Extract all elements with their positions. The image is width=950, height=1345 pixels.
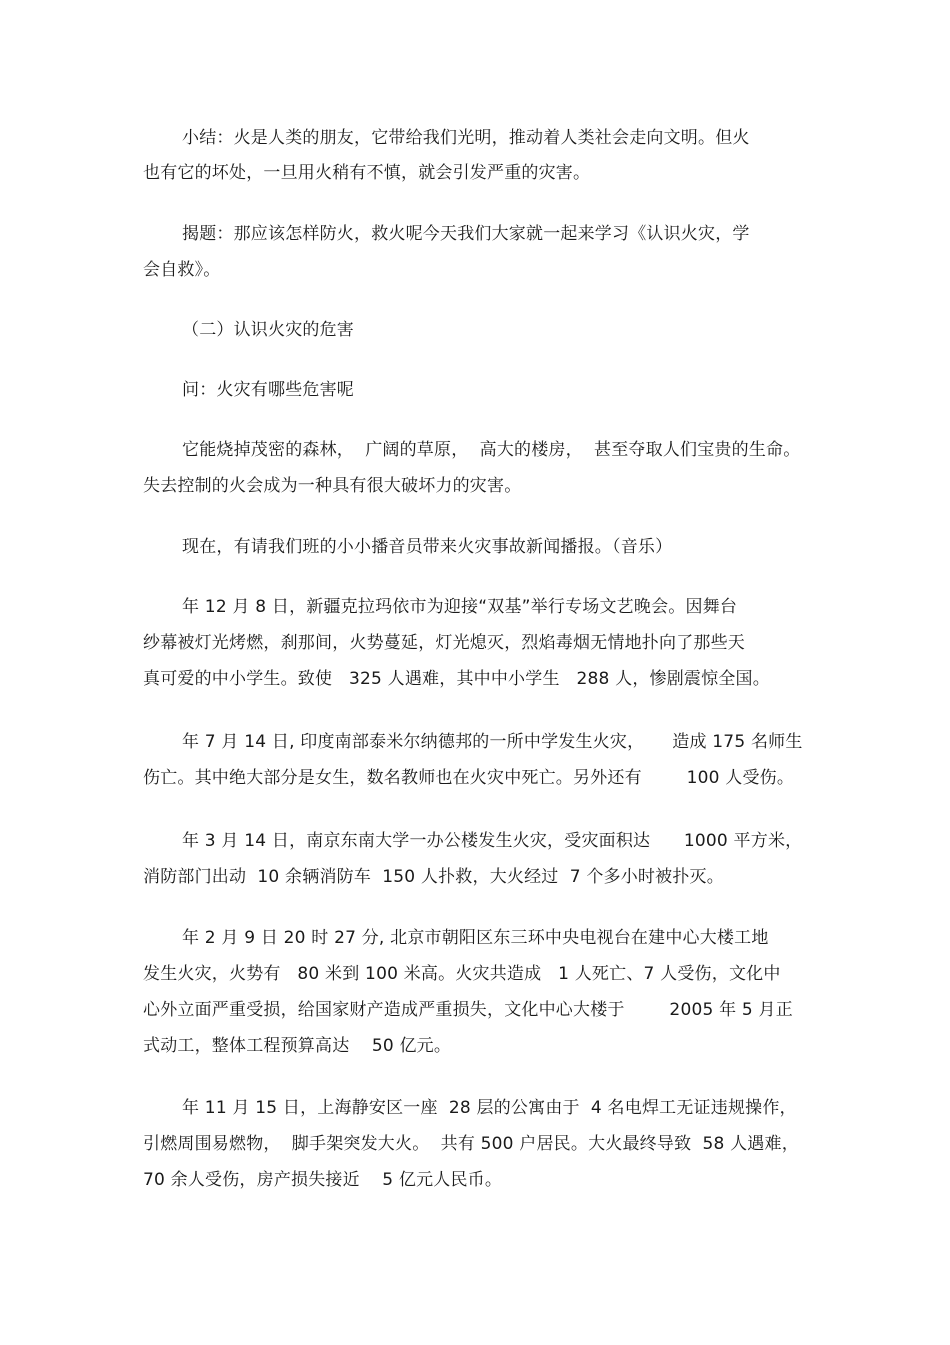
text-line: 揭题：那应该怎样防火，救火呢今天我们大家就一起来学习《认识火灾，学 [182,224,750,244]
text-line: 也有它的坏处，一旦用火稍有不慎，就会引发严重的灾害。 [143,163,591,183]
text-line: 真可爱的中小学生。致使 325 人遇难，其中中小学生 288 人，惨剧震惊全国。 [143,669,770,689]
text-line: 年 12 月 8 日，新疆克拉玛依市为迎接“双基”举行专场文艺晚会。因舞台 [182,597,738,617]
text-line: 问：火灾有哪些危害呢 [182,380,354,400]
text-line: 伤亡。其中绝大部分是女生，数名教师也在火灾中死亡。另外还有 100 人受伤。 [143,768,795,788]
text-line: 会自救》。 [143,260,221,280]
text-line: 消防部门出动 10 余辆消防车 150 人扑救，大火经过 7 个多小时被扑灭。 [143,867,724,887]
text-line: 发生火灾，火势有 80 米到 100 米高。火灾共造成 1 人死亡、7 人受伤，文化中 [143,964,781,984]
text-line: 年 3 月 14 日，南京东南大学一办公楼发生火灾，受灾面积达 1000 平方米， [182,831,803,851]
text-line: 年 7 月 14 日, 印度南部泰米尔纳德邦的一所中学发生火灾， 造成 175 名师生 [182,732,803,752]
text-line: 现在，有请我们班的小小播音员带来火灾事故新闻播报。（音乐） [182,537,673,557]
text-line: 纱幕被灯光烤燃，刹那间，火势蔓延，灯光熄灭，烈焰毒烟无情地扑向了那些天 [143,633,745,653]
section-title: （二）认识火灾的危害 [182,320,354,340]
text-line: 它能烧掉茂密的森林， 广阔的草原， 高大的楼房， 甚至夺取人们宝贵的生命。 [182,440,801,460]
text-line: 引燃周围易燃物， 脚手架突发大火。 共有 500 户居民。大火最终导致 58 人遇难， [143,1134,799,1154]
text-line: 70 余人受伤，房产损失接近 5 亿元人民币。 [143,1170,503,1190]
text-line: 心外立面严重受损，给国家财产造成严重损失，文化中心大楼于 2005 年 5 月正 [143,1000,793,1020]
text-line: 失去控制的火会成为一种具有很大破坏力的灾害。 [143,476,522,496]
text-line: 年 11 月 15 日，上海静安区一座 28 层的公寓由于 4 名电焊工无证违规操作， [182,1098,797,1118]
text-line: 式动工，整体工程预算高达 50 亿元。 [143,1036,452,1056]
text-line: 小结：火是人类的朋友，它带给我们光明，推动着人类社会走向文明。但火 [182,128,750,148]
text-line: 年 2 月 9 日 20 时 27 分, 北京市朝阳区东三环中央电视台在建中心大楼工地 [182,928,769,948]
